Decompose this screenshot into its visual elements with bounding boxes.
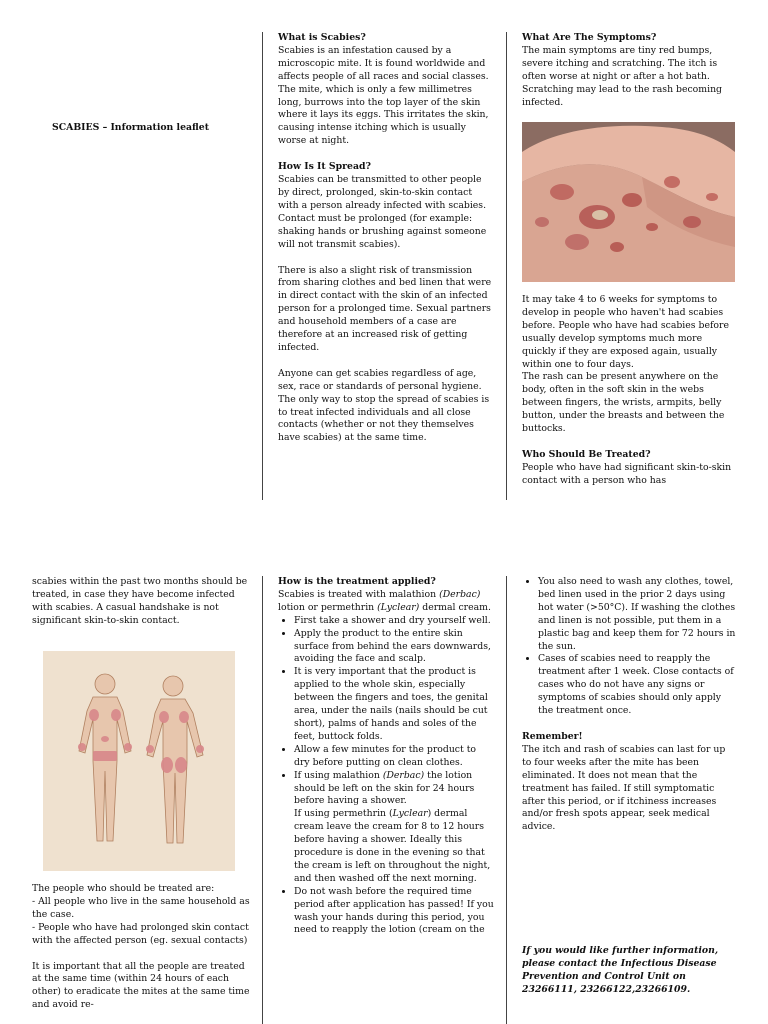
treated-heading: Who Should Be Treated?: [522, 448, 651, 460]
after-treatment-list: [522, 576, 736, 718]
remember-heading: Remember!: [522, 730, 583, 742]
remember-body: The itch and rash of scabies can last for up to four weeks after the mite has been eliminated. It does not mean that the treatment has failed. If still symptomatic after this period, or if itchiness increases and/or fresh spots appear, seek medical advice.: [522, 743, 726, 833]
treated-paragraph-4: It is important that all the people are treated at the same time (within 24 hours of each other) to eradicate the mites at the same time and avoid re-: [32, 960, 250, 1011]
column-divider: [506, 576, 507, 1024]
treatment-heading: How is the treatment applied?: [278, 576, 436, 587]
rash-hand-photo: [522, 122, 735, 282]
treatment-step: • Do not wash before the required time period after application has passed! If you wash your hands during this period, you need to reapply the lotion (cream on the: [294, 886, 494, 938]
column-top-right: [522, 32, 736, 109]
treated-paragraph-1: People who have had significant skin-to-skin contact with a person who has: [522, 461, 732, 486]
contact-text: If you would like further information, please contact the Infectious Disease Prevention and Control Unit on 23266111, 23266122,23266109.: [522, 945, 719, 995]
column-bottom-middle: [278, 576, 494, 937]
spread-paragraph-3: Anyone can get scabies regardless of age, sex, race or standards of personal hygiene. The only way to stop the spread of scabies is to treat infected individuals and all close contacts (whether or not they themselves have scabies) at the same time.: [278, 367, 490, 444]
symptoms-paragraph-1: The main symptoms are tiny red bumps, severe itching and scratching. The itch is often worse at night or after a hot bath. Scratching may lead to the rash becoming infected.: [522, 44, 723, 108]
column-divider: [262, 576, 263, 1024]
symptoms-paragraph-3: The rash can be present anywhere on the body, often in the soft skin in the webs between fingers, the wrists, armpits, belly button, under the breasts and between the buttocks.: [522, 371, 725, 435]
what-is-body: Scabies is an infestation caused by a microscopic mite. It is found worldwide and affects people of all races and social classes. The mite, which is only a few millimetres long, burrows into the top layer of the skin where it lays its eggs. This irritates the skin, causing intense itching which is usually worse at night.: [278, 44, 489, 147]
treatment-step: • Allow a few minutes for the product to dry before putting on clean clothes.: [294, 744, 494, 770]
column-bottom-right: [522, 576, 736, 834]
treatment-step: • First take a shower and dry yourself well.: [294, 615, 494, 628]
body-chart-image: [43, 651, 235, 871]
column-divider: [262, 32, 263, 500]
treated-paragraph-3: The people who should be treated are: - All people who live in the same household as the case. - People who have had prolonged skin contact with the affected person (eg. sexual contacts): [32, 883, 250, 946]
rash-photo-image: [522, 122, 735, 282]
symptoms-paragraph-2: It may take 4 to 6 weeks for symptoms to develop in people who haven't had scabies before. People who have had scabies before usually develop symptoms much more quickly if they are exposed again, usually within one to four days.: [522, 294, 729, 370]
spread-paragraph-2: There is also a slight risk of transmission from sharing clothes and bed linen that were in direct contact with the skin of an infected person for a prolonged time. Sexual partners and household members of a case are therefore at an increased risk of getting infected.: [278, 264, 492, 353]
column-top-middle: [278, 32, 492, 445]
column-divider: [506, 32, 507, 500]
column-bottom-left: [32, 576, 250, 628]
treatment-step: • If using malathion (Derbac) the lotion should be left on the skin for 24 hours before having a shower. If using permethrin (Lyclear) dermal cream leave the cream for 8 to 12 hours before having a shower. Ideally this procedure is done in the evening so that the cream is left on throughout the night, and then washed off the next morning.: [294, 770, 494, 886]
treated-paragraph-2: scabies within the past two months should be treated, in case they have become infected with scabies. A casual handshake is not significant skin-to-skin contact.: [32, 576, 248, 626]
column-top-right-lower: [522, 294, 736, 488]
column-bottom-left-lower: [32, 883, 250, 1012]
symptoms-heading: What Are The Symptoms?: [522, 32, 657, 43]
treatment-step: • Apply the product to the entire skin surface from behind the ears downwards, avoiding the face and scalp.: [294, 628, 494, 667]
contact-info: [522, 945, 736, 997]
rash-locations-body-chart: [43, 651, 235, 871]
after-treatment-step: • Cases of scabies need to reapply the treatment after 1 week. Close contacts of cases who do not have any signs or symptoms of scabies should only apply the treatment once.: [538, 653, 736, 718]
spread-paragraph-1: Scabies can be transmitted to other people by direct, prolonged, skin-to-skin contact with a person already infected with scabies. Contact must be prolonged (for example: shaking hands or brushing against someone will not transmit scabies).: [278, 174, 487, 250]
spread-heading: How Is It Spread?: [278, 161, 371, 173]
treatment-steps-list: [278, 615, 494, 938]
after-treatment-step: • You also need to wash any clothes, towel, bed linen used in the prior 2 days using hot water (>50°C). If washing the clothes and linen is not possible, put them in a plastic bag and keep them for 72 hours in the sun.: [538, 576, 736, 653]
treatment-intro: Scabies is treated with malathion (Derbac) lotion or permethrin (Lyclear) dermal cream.: [278, 588, 491, 613]
treatment-step: • It is very important that the product is applied to the whole skin, especially between the fingers and toes, the genital area, under the nails (nails should be cut short), palms of hands and soles of the feet, buttock folds.: [294, 666, 494, 743]
leaflet-title: SCABIES – Information leaflet: [52, 122, 209, 133]
what-is-heading: What is Scabies?: [278, 32, 366, 43]
